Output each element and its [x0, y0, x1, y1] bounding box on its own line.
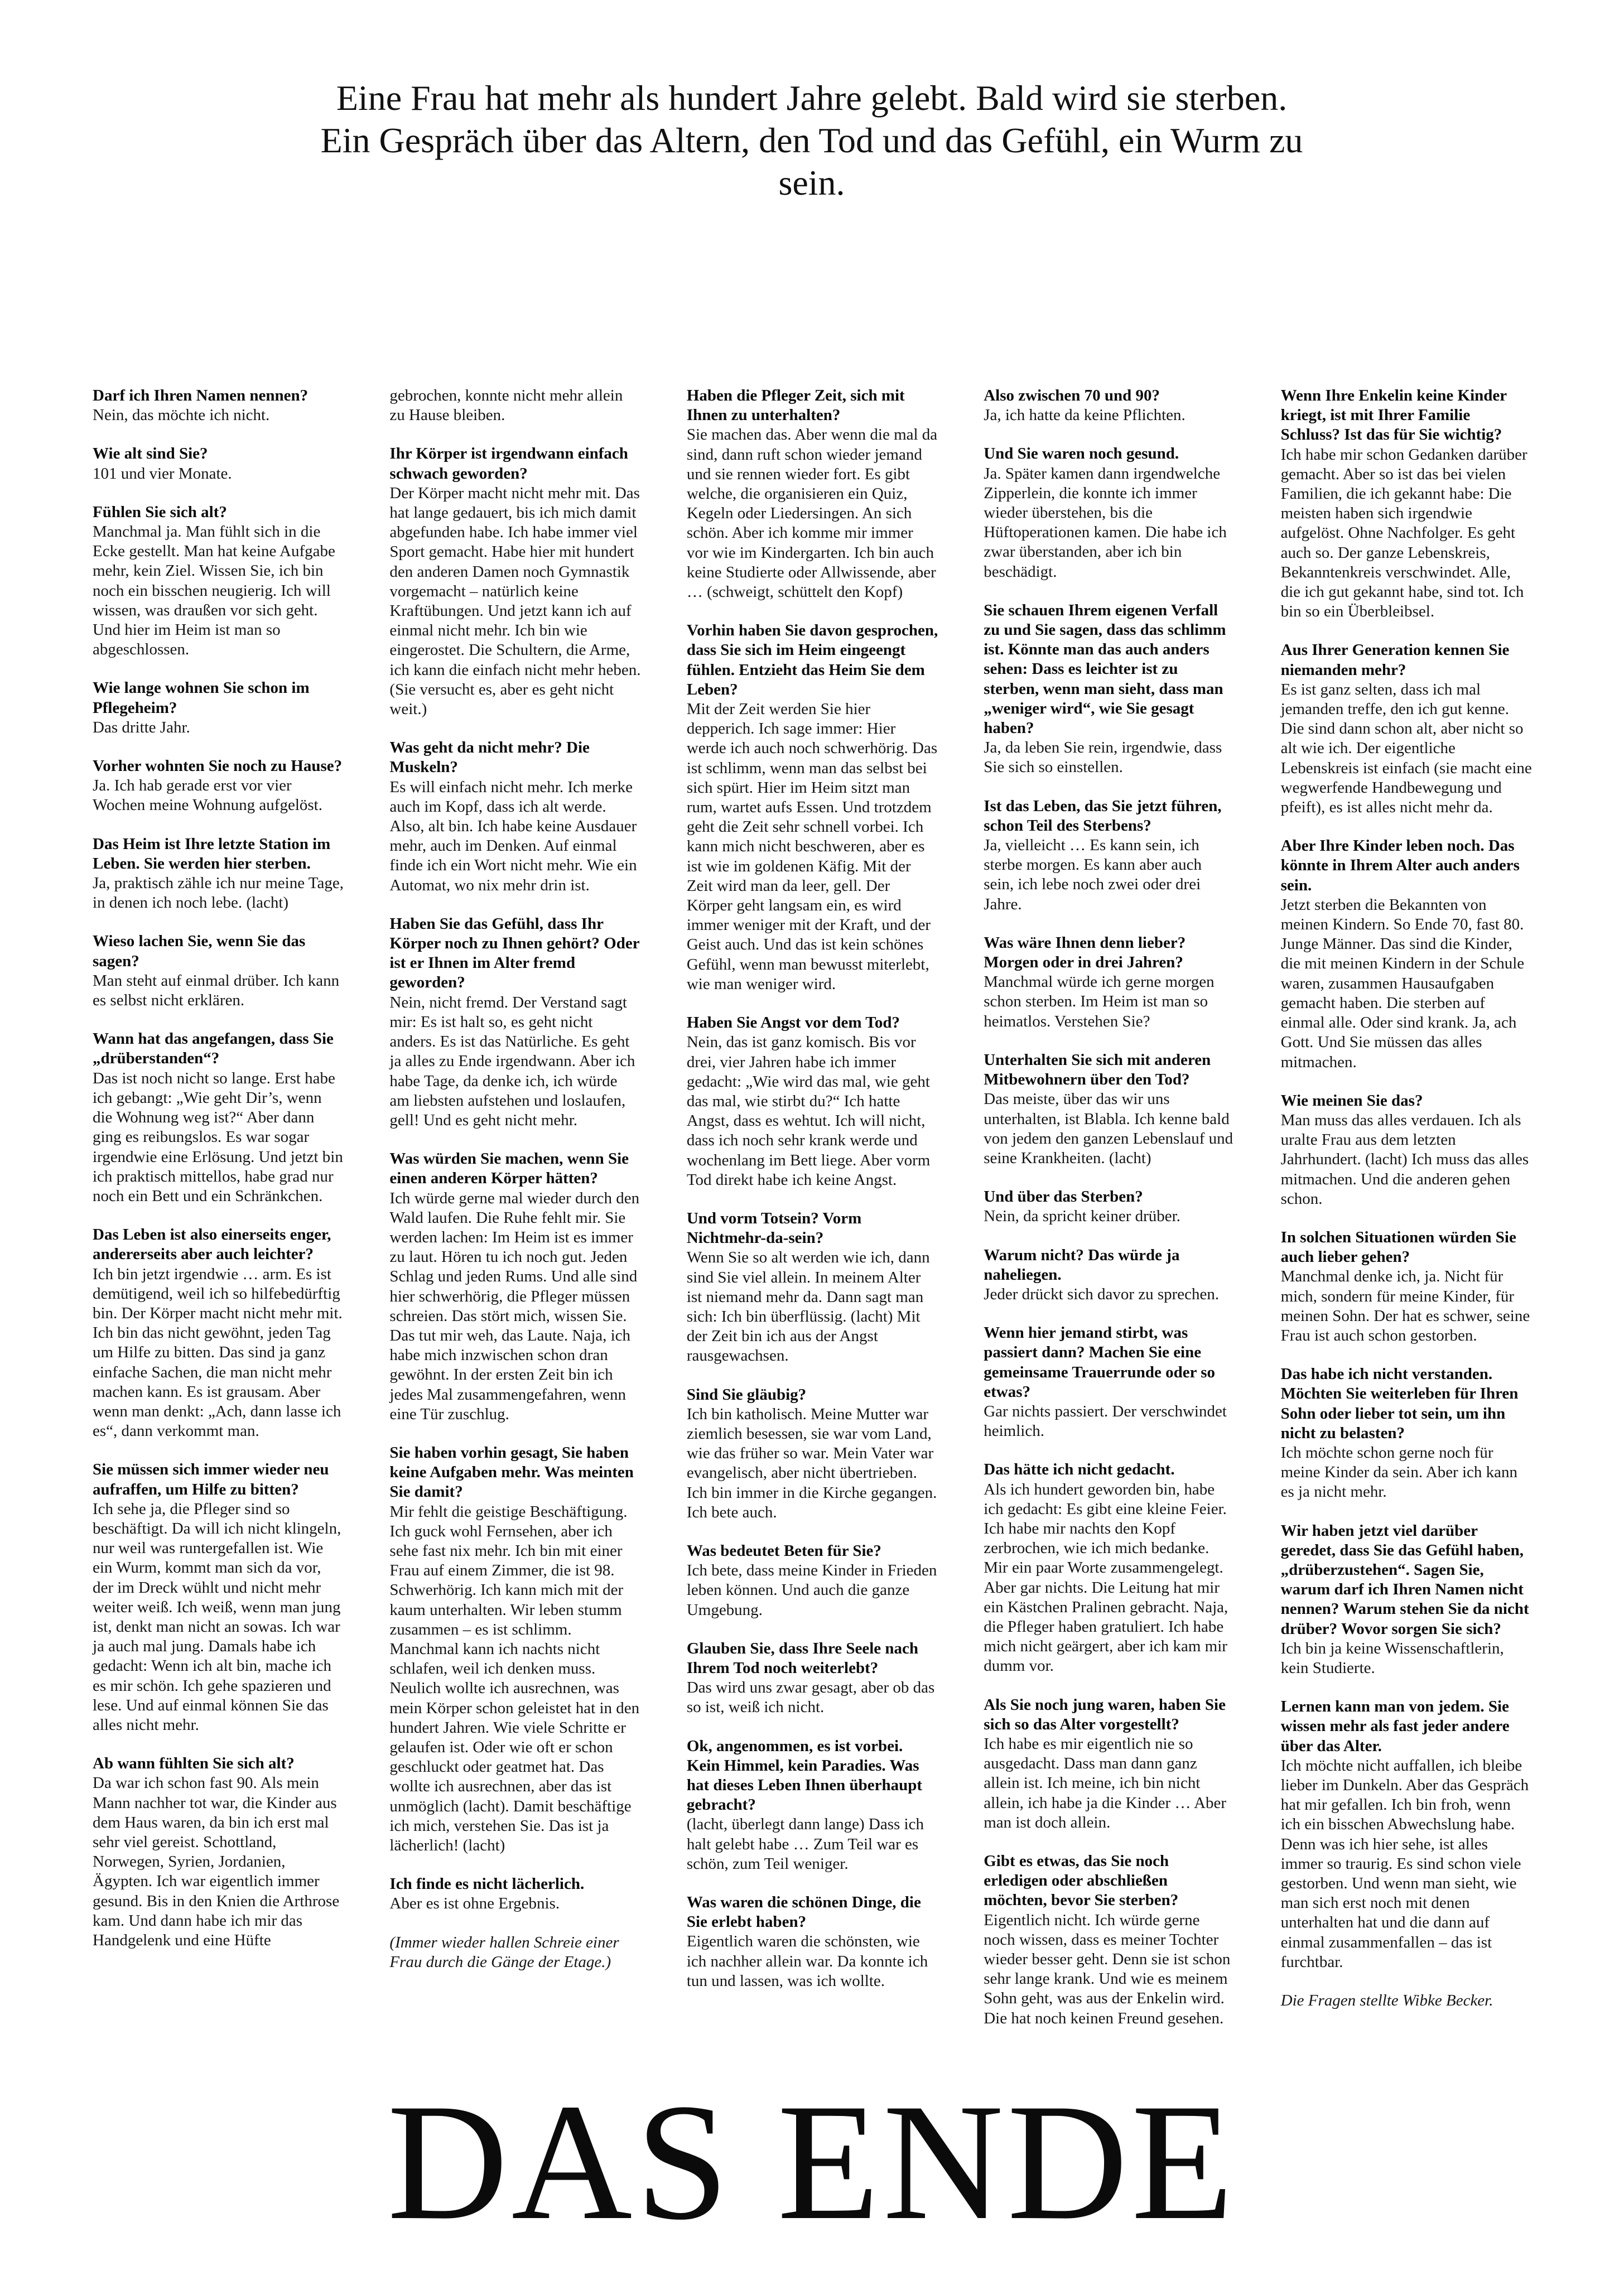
- qa-item: [1281, 640, 1532, 817]
- column-3: [686, 386, 938, 1990]
- answer: Nein, das möchte ich nicht.: [93, 406, 270, 425]
- answer: Ja, praktisch zähle ich nur meine Tage, in denen ich noch lebe. (lacht): [93, 874, 344, 912]
- question: Haben Sie das Gefühl, dass Ihr Körper noch zu Ihnen gehört? Oder ist er Ihnen im Alter fremd geworden?: [389, 914, 640, 992]
- qa-item: [389, 1874, 640, 1913]
- intro-text: Eine Frau hat mehr als hundert Jahre gelebt. Bald wird sie sterben. Ein Gespräch über das Altern, den Tod und das Gefühl, ein Wurm zu sein.: [320, 78, 1303, 203]
- answer: Ich bin jetzt irgendwie … arm. Es ist demütigend, weil ich so hilfebedürftig bin. Der Körper macht nicht mehr mit. Ich bin das nicht gewöhnt, jeden Tag um Hilfe zu bitten. Das sind ja ganz einfache Sachen, die man nicht mehr machen kann. Es ist grausam. Aber wenn man denkt: „Ach, dann lasse ich es“, dann verkommt man.: [93, 1265, 343, 1440]
- question: In solchen Situationen würden Sie auch lieber gehen?: [1280, 1228, 1516, 1266]
- answer: Ich bin ja keine Wissenschaftlerin, kein Studierte.: [1280, 1639, 1504, 1677]
- question: Und über das Sterben?: [984, 1188, 1143, 1206]
- qa-item: [389, 444, 640, 719]
- question: Ab wann fühlten Sie sich alt?: [93, 1754, 295, 1773]
- continued-text: gebrochen, konnte nicht mehr allein zu Hause bleiben.: [389, 387, 623, 425]
- qa-item: [687, 1209, 938, 1366]
- question: Das habe ich nicht verstanden. Möchten Sie weiterleben für Ihren Sohn oder lieber tot sein, um ihn nicht zu belasten?: [1280, 1365, 1519, 1442]
- qa-item: [389, 1443, 640, 1855]
- answer: Wenn Sie so alt werden wie ich, dann sind Sie viel allein. In meinem Alter ist niemand mehr da. Dann sagt man sich: Ich bin überflüssig. (lacht) Mit der Zeit bin ich aus der Angst rausgewachsen.: [686, 1248, 930, 1365]
- qa-item: [984, 1050, 1235, 1168]
- answer: Ich sehe ja, die Pfleger sind so beschäftigt. Da will ich nicht klingeln, nur weil was runtergefallen ist. Wie ein Wurm, kommt man sich da vor, der im Dreck wühlt und nicht mehr weiter weiß. Ich weiß, wenn man jung ist, denkt man nicht an sowas. Ich war ja auch mal jung. Damals habe ich gedacht: Wenn ich alt bin, mache ich es mir schön. Ich gehe spazieren und lese. Und auf einmal können Sie das alles nicht mehr.: [93, 1500, 341, 1734]
- qa-item: [1281, 386, 1532, 621]
- question: Haben die Pfleger Zeit, sich mit Ihnen zu unterhalten?: [686, 387, 905, 425]
- qa-item: [93, 678, 344, 737]
- question: Das Heim ist Ihre letzte Station im Leben. Sie werden hier sterben.: [93, 835, 331, 872]
- column-4: [984, 386, 1235, 2027]
- question: Wenn Ihre Enkelin keine Kinder kriegt, ist mit Ihrer Familie Schluss? Ist das für Sie wichtig?: [1280, 387, 1507, 444]
- answer: Ich bete, dass meine Kinder in Frieden leben können. Und auch die ganze Umgebung.: [686, 1561, 937, 1619]
- question: Aus Ihrer Generation kennen Sie niemanden mehr?: [1280, 641, 1510, 679]
- answer: Als ich hundert geworden bin, habe ich gedacht: Es gibt eine kleine Feier. Ich habe mir nachts den Kopf zerbrochen, wie ich mich bedanke. Mir ein paar Worte zusammengelegt. Aber gar nichts. Die Leitung hat mir ein Kästchen Pralinen gebracht. Naja, die Pfleger haben gratuliert. Ich habe mich nicht geärgert, aber ich kam mir dumm vor.: [984, 1480, 1228, 1675]
- answer: Eigentlich waren die schönsten, wie ich nachher allein war. Da konnte ich tun und lassen, was ich wollte.: [686, 1932, 928, 1990]
- question: Gibt es etwas, das Sie noch erledigen oder abschließen möchten, bevor Sie sterben?: [984, 1852, 1179, 1910]
- question: Wir haben jetzt viel darüber geredet, dass Sie das Gefühl haben, „drüberzustehen“. Sagen Sie, warum darf ich Ihren Namen nicht nennen? Warum stehen Sie da nicht drüber? Wovor sorgen Sie sich?: [1280, 1521, 1529, 1638]
- answer: Aber es ist ohne Ergebnis.: [389, 1894, 560, 1913]
- qa-item: [1281, 1228, 1532, 1346]
- answer: Gar nichts passiert. Der verschwindet heimlich.: [984, 1402, 1227, 1440]
- question: Wie meinen Sie das?: [1280, 1091, 1423, 1110]
- answer: Ja, da leben Sie rein, irgendwie, dass Sie sich so einstellen.: [984, 739, 1222, 777]
- answer: (Immer wieder hallen Schreie einer Frau durch die Gänge der Etage.): [389, 1933, 619, 1971]
- question: Glauben Sie, dass Ihre Seele nach Ihrem Tod noch weiterlebt?: [686, 1639, 919, 1677]
- qa-item: [1281, 1521, 1532, 1679]
- qa-item: [687, 386, 938, 602]
- answer: Mit der Zeit werden Sie hier depperich. Ich sage immer: Hier werde ich auch noch schwerhörig. Das ist schlimm, wenn man das selbst bei sich spürt. Hier im Heim sitzt man rum, wartet aufs Essen. Und trotzdem geht die Zeit sehr schnell vorbei. Ich kann mich nicht beschweren, aber es ist wie im goldenen Käfig. Mit der Zeit wird man da leer, gell. Der Körper geht langsam ein, es wird immer weniger mit der Kraft, und der Geist auch. Und das ist kein schönes Gefühl, wenn man bewusst miterlebt, wie man weniger wird.: [686, 700, 938, 993]
- answer: Ja. Später kamen dann irgendwelche Zipperlein, die konnte ich immer wieder überstehen, bis die Hüftoperationen kamen. Die habe ich zwar überstanden, aber ich bin beschädigt.: [984, 464, 1227, 581]
- answer: Manchmal würde ich gerne morgen schon sterben. Im Heim ist man so heimatlos. Verstehen Sie?: [984, 973, 1215, 1030]
- qa-item: [93, 1460, 344, 1735]
- author-credit: Die Fragen stellte Wibke Becker.: [1280, 1992, 1493, 2010]
- answer: Ich bin katholisch. Meine Mutter war ziemlich besessen, sie war vom Land, wie das früher so war. Mein Vater war evangelisch, aber nicht übertrieben. Ich bin immer in die Kirche gegangen. Ich bete auch.: [686, 1405, 937, 1521]
- qa-item: [687, 1737, 938, 1874]
- answer: Ich habe mir schon Gedanken darüber gemacht. Aber so ist das bei vielen Familien, die ich gekannt habe: Die meisten haben sich irgendwie aufgelöst. Ohne Nachfolger. Es geht auch so. Der ganze Lebenskreis, Bekanntenkreis verschwindet. Alle, die ich gut gekannt habe, sind tot. Ich bin so ein Überbleibsel.: [1280, 445, 1527, 621]
- answer: Es ist ganz selten, dass ich mal jemanden treffe, den ich gut kenne. Die sind dann schon alt, aber nicht so alt wie ich. Der eigentliche Lebenskreis ist einfach (sie macht eine wegwerfende Handbewegung und pfeift), es ist alles nicht mehr da.: [1280, 680, 1532, 817]
- question: Was bedeutet Beten für Sie?: [686, 1541, 881, 1560]
- answer: Man steht auf einmal drüber. Ich kann es selbst nicht erklären.: [93, 971, 340, 1010]
- question: Wann hat das angefangen, dass Sie „drüberstanden“?: [93, 1030, 334, 1068]
- qa-item: [1281, 1365, 1532, 1502]
- qa-item: [984, 1460, 1235, 1676]
- column-2: [389, 386, 640, 1982]
- qa-item: [984, 797, 1235, 914]
- question: Vorher wohnten Sie noch zu Hause?: [93, 757, 343, 775]
- answer: Der Körper macht nicht mehr mit. Das hat lange gedauert, bis ich mich damit abgefunden habe. Ich habe immer viel Sport gemacht. Habe hier mit hundert den anderen Damen noch Gymnastik vorgemacht – natürlich keine Kraftübungen. Und jetzt kann ich auf einmal nicht mehr. Ich bin wie eingerostet. Die Schultern, die Arme, ich kann die einfach nicht mehr heben. (Sie versucht es, aber es geht nicht weit.): [389, 484, 641, 719]
- answer: Da war ich schon fast 90. Als mein Mann nachher tot war, die Kinder aus dem Haus waren, da bin ich erst mal sehr viel gereist. Schottland, Norwegen, Syrien, Jordanien, Ägypten. Ich war eigentlich immer gesund. Bis in den Knien die Arthrose kam. Und dann habe ich mir das Handgelenk und eine Hüfte: [93, 1774, 340, 1950]
- column-5: [1280, 386, 1532, 2010]
- qa-item: [93, 1225, 344, 1441]
- question: Was geht da nicht mehr? Die Muskeln?: [389, 739, 590, 777]
- question: Das Leben ist also einerseits enger, andererseits aber auch leichter?: [93, 1226, 331, 1264]
- question: Sind Sie gläubig?: [686, 1385, 807, 1404]
- qa-item: [389, 738, 640, 895]
- headline: DAS ENDE: [387, 2069, 1237, 2254]
- qa-item: [389, 1149, 640, 1424]
- qa-item: [93, 1029, 344, 1206]
- qa-item: [687, 1385, 938, 1522]
- answer: Manchmal ja. Man fühlt sich in die Ecke gestellt. Man hat keine Aufgabe mehr, kein Ziel. Wissen Sie, ich bin noch ein bisschen neugierig. Ich will wissen, was draußen vor sich geht. Und hier im Heim ist man so abgeschlossen.: [93, 523, 335, 659]
- qa-item: [984, 933, 1235, 1031]
- qa-item: [93, 503, 344, 660]
- question: Ihr Körper ist irgendwann einfach schwach geworden?: [389, 445, 628, 483]
- qa-item: [687, 1013, 938, 1190]
- question: Ich finde es nicht lächerlich.: [389, 1875, 585, 1893]
- question: Lernen kann man von jedem. Sie wissen mehr als fast jeder andere über das Alter.: [1280, 1698, 1510, 1755]
- answer: Das wird uns zwar gesagt, aber ob das so ist, weiß ich nicht.: [686, 1679, 935, 1717]
- qa-item: [1281, 836, 1532, 1072]
- question: Was waren die schönen Dinge, die Sie erlebt haben?: [686, 1893, 921, 1931]
- qa-item: [1281, 1697, 1532, 1972]
- question: Was wäre Ihnen denn lieber? Morgen oder in drei Jahren?: [984, 933, 1186, 972]
- qa-item: [389, 914, 640, 1130]
- qa-item: [687, 1893, 938, 1991]
- question: Und Sie waren noch gesund.: [984, 445, 1179, 463]
- answer: Nein, nicht fremd. Der Verstand sagt mir: Es ist halt so, es geht nicht anders. Es ist das Natürliche. Es geht ja alles zu Ende irgendwann. Aber ich habe Tage, da denke ich, ich würde am liebsten aufstehen und loslaufen, gell! Und es geht nicht mehr.: [389, 993, 635, 1129]
- question: Wie alt sind Sie?: [93, 445, 208, 463]
- answer: Nein, das ist ganz komisch. Bis vor drei, vier Jahren habe ich immer gedacht: „Wie wird das mal, wie geht das mal, wie stirbt du?“ Ich hatte Angst, dass es wehtut. Ich will nicht, dass ich noch sehr krank werde und wochenlang im Bett liege. Aber vorm Tod direkt habe ich keine Angst.: [686, 1033, 931, 1189]
- qa-item: [984, 1323, 1235, 1441]
- question: Wieso lachen Sie, wenn Sie das sagen?: [93, 932, 306, 970]
- qa-item: [93, 756, 344, 816]
- answer: Ja. Ich hab gerade erst vor vier Wochen meine Wohnung aufgelöst.: [93, 777, 322, 814]
- qa-item: [93, 835, 344, 913]
- question: Sie schauen Ihrem eigenen Verfall zu und Sie sagen, dass das schlimm ist. Könnte man das auch anders sehen: Dass es leichter ist zu sterben, wenn man sieht, dass man „weniger wird“, wie Sie gesagt haben?: [984, 601, 1226, 737]
- question: Warum nicht? Das würde ja naheliegen.: [984, 1246, 1180, 1284]
- qa-item: [687, 621, 938, 994]
- question: Und vorm Totsein? Vorm Nichtmehr-da-sein?: [686, 1209, 862, 1247]
- qa-item: [93, 386, 344, 425]
- answer: Ja, ich hatte da keine Pflichten.: [984, 406, 1186, 425]
- qa-item: [984, 1695, 1235, 1833]
- answer: Das dritte Jahr.: [93, 718, 190, 736]
- qa-item: [687, 1639, 938, 1718]
- qa-item: [984, 1246, 1235, 1305]
- qa-item: [93, 444, 344, 483]
- answer: Ja, vielleicht … Es kann sein, ich sterbe morgen. Es kann aber auch sein, ich lebe noch zwei oder drei Jahre.: [984, 836, 1202, 913]
- question: Was würden Sie machen, wenn Sie einen anderen Körper hätten?: [389, 1150, 629, 1188]
- qa-item: [93, 1754, 344, 1950]
- answer: Man muss das alles verdauen. Ich als uralte Frau aus dem letzten Jahrhundert. (lacht) Ich muss das alles mitmachen. Und die anderen gehen schon.: [1280, 1111, 1529, 1208]
- qa-item: [984, 1852, 1235, 2028]
- qa-item: [93, 932, 344, 1010]
- question: Als Sie noch jung waren, haben Sie sich so das Alter vorgestellt?: [984, 1695, 1226, 1733]
- question: Ok, angenommen, es ist vorbei. Kein Himmel, kein Paradies. Was hat dieses Leben Ihnen überhaupt gebracht?: [686, 1737, 923, 1814]
- answer: Nein, da spricht keiner drüber.: [984, 1207, 1180, 1226]
- question: Also zwischen 70 und 90?: [984, 387, 1160, 404]
- qa-item: [984, 1187, 1235, 1226]
- interview-columns: [93, 386, 1532, 2027]
- answer: Manchmal denke ich, ja. Nicht für mich, sondern für meine Kinder, für meinen Sohn. Der hat es schwer, seine Frau ist auch schon gestorben.: [1280, 1267, 1530, 1344]
- column-1: [93, 386, 344, 1982]
- answer: Das meiste, über das wir uns unterhalten, ist Blabla. Ich kenne bald von jedem den ganzen Lebenslauf und seine Krankheiten. (lacht): [984, 1090, 1233, 1167]
- question: Aber Ihre Kinder leben noch. Das könnte in Ihrem Alter auch anders sein.: [1280, 837, 1520, 894]
- qa-item: [1281, 1091, 1532, 1209]
- answer: Das ist noch nicht so lange. Erst habe ich gebangt: „Wie geht Dir’s, wenn die Wohnung weg ist?“ Aber dann ging es reibungslos. Es war sogar irgendwie eine Erlösung. Und jetzt bin ich praktisch mittellos, habe grad nur noch ein Bett und ein Schränkchen.: [93, 1069, 343, 1205]
- stage-direction: [389, 1933, 640, 1972]
- question: Ist das Leben, das Sie jetzt führen, schon Teil des Sterbens?: [984, 797, 1222, 835]
- answer: Es will einfach nicht mehr. Ich merke auch im Kopf, dass ich alt werde. Also, alt bin. Ich habe keine Ausdauer mehr, auch im Denken. Auf einmal finde ich ein Wort nicht mehr. Wie ein Automat, wo nix mehr drin ist.: [389, 778, 637, 894]
- answer: 101 und vier Monate.: [93, 464, 232, 483]
- question: Sie müssen sich immer wieder neu aufraffen, um Hilfe zu bitten?: [93, 1460, 329, 1498]
- question: Fühlen Sie sich alt?: [93, 503, 227, 521]
- answer: Jetzt sterben die Bekannten von meinen Kindern. So Ende 70, fast 80. Junge Männer. Das sind die Kinder, die mit meinen Kindern in der Schule waren, zusammen Hausaufgaben gemacht haben. Die sterben auf einmal alle. Oder sind krank. Ja, ach Gott. Und Sie müssen das alles mitmachen.: [1280, 895, 1525, 1071]
- question: Darf ich Ihren Namen nennen?: [93, 387, 309, 404]
- question: Wie lange wohnen Sie schon im Pflegeheim?: [93, 679, 310, 717]
- question: Wenn hier jemand stirbt, was passiert dann? Machen Sie eine gemeinsame Trauerrunde oder so etwas?: [984, 1324, 1216, 1401]
- question: Haben Sie Angst vor dem Tod?: [686, 1014, 900, 1032]
- answer: Ich habe es mir eigentlich nie so ausgedacht. Dass man dann ganz allein ist. Ich meine, ich bin nicht allein, ich habe ja die Kinder … Aber man ist doch allein.: [984, 1734, 1227, 1831]
- answer: Eigentlich nicht. Ich würde gerne noch wissen, dass es meiner Tochter wieder besser geht. Denn sie ist schon sehr lange krank. Und wie es meinem Sohn geht, was aus der Enkelin wird. Die hat noch keinen Freund gesehen.: [984, 1911, 1231, 2027]
- question: Vorhin haben Sie davon gesprochen, dass Sie sich im Heim eingeengt fühlen. Entzieht das Heim Sie dem Leben?: [686, 621, 938, 698]
- answer: (lacht, überlegt dann lange) Dass ich halt gelebt habe … Zum Teil war es schön, zum Teil weniger.: [686, 1815, 924, 1873]
- qa-item: [984, 444, 1235, 581]
- answer: Jeder drückt sich davor zu sprechen.: [984, 1285, 1220, 1303]
- qa-item: [984, 601, 1235, 778]
- answer: Mir fehlt die geistige Beschäftigung. Ich guck wohl Fernsehen, aber ich sehe fast nix mehr. Ich bin mit einer Frau auf einem Zimmer, die ist 98. Schwerhörig. Ich kann mich mit der kaum unterhalten. Wir leben stumm zusammen – es ist schlimm. Manchmal kann ich nachts nicht schlafen, weil ich denken muss. Neulich wollte ich ausrechnen, was mein Körper schon geleistet hat in den hundert Jahren. Wie viele Schritte er gelaufen ist. Oder wie oft er schon geschluckt oder geatmet hat. Das wollte ich ausrechnen, aber das ist unmöglich (lacht). Damit beschäftige ich mich, verstehen Sie. Das ist ja lächerlich! (lacht): [389, 1502, 640, 1855]
- question: Das hätte ich nicht gedacht.: [984, 1460, 1175, 1479]
- question: Sie haben vorhin gesagt, Sie haben keine Aufgaben mehr. Was meinten Sie damit?: [389, 1443, 634, 1501]
- answer: Sie machen das. Aber wenn die mal da sind, dann ruft schon wieder jemand und sie rennen wieder fort. Es gibt welche, die organisieren ein Quiz, Kegeln oder Liedersingen. An sich schön. Aber ich komme mir immer vor wie im Kindergarten. Ich bin auch keine Studierte oder Allwissende, aber … (schweigt, schüttelt den Kopf): [686, 426, 938, 601]
- answer: Ich würde gerne mal wieder durch den Wald laufen. Die Ruhe fehlt mir. Sie werden lachen: Im Heim ist es immer zu laut. Hören tu ich noch gut. Jeden Schlag und jeden Rums. Und alle sind hier schwerhörig, die Pfleger müssen schreien. Das stört mich, wissen Sie. Das tut mir weh, das Laute. Naja, ich habe mich inzwischen schon dran gewöhnt. In der ersten Zeit bin ich jedes Mal zusammengefahren, wenn eine Tür zuschlug.: [389, 1189, 640, 1423]
- qa-item: [687, 1541, 938, 1620]
- answer: Ich möchte nicht auffallen, ich bleibe lieber im Dunkeln. Aber das Gespräch hat mir gefallen. Ich bin froh, wenn ich ein bisschen Abwechslung habe. Denn was ich hier sehe, ist alles immer so traurig. Es sind schon viele gestorben. Und wenn man sieht, wie man sich erst noch mit denen unterhalten hat und die dann auf einmal zusammenfallen – das ist furchtbar.: [1280, 1756, 1529, 1971]
- question: Unterhalten Sie sich mit anderen Mitbewohnern über den Tod?: [984, 1050, 1211, 1089]
- answer: Ich möchte schon gerne noch für meine Kinder da sein. Aber ich kann es ja nicht mehr.: [1280, 1443, 1518, 1501]
- qa-item: [984, 386, 1235, 425]
